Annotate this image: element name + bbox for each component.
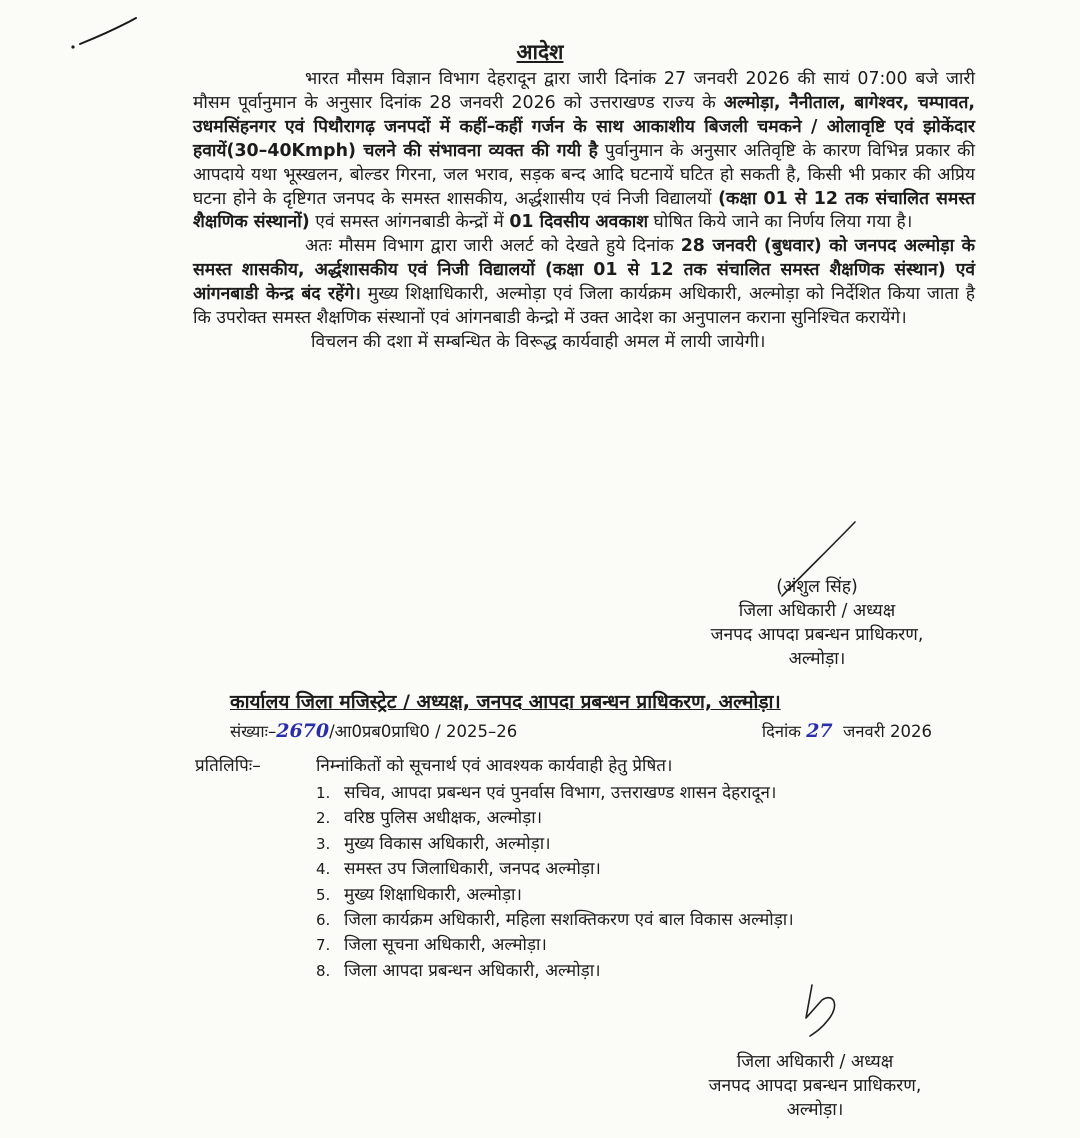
signatory-place: अल्मोड़ा। xyxy=(786,1100,844,1120)
list-item: 1. सचिव, आपदा प्रबन्धन एवं पुनर्वास विभाग, उत्तराखण्ड शासन देहरादून। xyxy=(316,783,777,803)
office-heading: कार्यालय जिला मजिस्ट्रेट / अध्यक्ष, जनपद आपदा प्रबन्धन प्राधिकरण, अल्मोड़ा। xyxy=(230,691,781,713)
forecast-text-4: घोषित किये जाने का निर्णय लिया गया है। xyxy=(648,212,913,233)
closure-text-2: मुख्य शिक्षाधिकारी, अल्मोड़ा एवं जिला कार्यक्रम अधिकारी, अल्मोड़ा को निर्देशित किया जाता है कि उपरोक्त समस्त शैक्षणिक संस्थानों एवं आंगनबाडी केन्द्रो में उक्त आदेश का अनुपालन कराना सुनिश्चित करायेंगे। xyxy=(193,284,976,329)
signatory-authority: जनपद आपदा प्रबन्धन प्राधिकरण, xyxy=(710,625,924,645)
date-rest: जनवरी 2026 xyxy=(843,722,932,741)
signature-initial-2 xyxy=(806,985,835,1036)
signatory-designation: जिला अधिकारी / अध्यक्ष xyxy=(736,1052,894,1072)
paragraph-closure-order xyxy=(193,235,975,331)
date-handwritten: 27 xyxy=(806,720,833,742)
order-title: आदेश xyxy=(516,40,564,64)
forecast-text-1: भारत मौसम विज्ञान विभाग देहरादून द्वारा जारी दिनांक 27 जनवरी 2026 की सायं 07:00 बजे जारी मौसम पूर्वानुमान के अनुसार दिनांक 28 जनवरी 2026 को उत्तराखण्ड राज्य के xyxy=(193,69,975,113)
forecast-districts-bold: अल्मोड़ा, नैनीताल, बागेश्वर, चम्पावत, उधमसिंहनगर एवं पिथौरागढ़ जनपदों में कहीं–कहीं गर्जन के साथ आकाशीय बिजली चमकने / ओलावृष्टि एवं झोकेंदार हवायें(30–40Kmph) चलने की संभावना व्यक्त की गयी है xyxy=(193,92,976,161)
ref-label: संख्याः– xyxy=(230,722,277,741)
copy-label: प्रतिलिपिः– xyxy=(195,756,261,776)
list-item: 7. जिला सूचना अधिकारी, अल्मोड़ा। xyxy=(316,935,547,956)
ref-date xyxy=(762,719,932,742)
signatory-designation: जिला अधिकारी / अध्यक्ष xyxy=(738,601,896,621)
ref-number-handwritten: 2670 xyxy=(276,720,330,742)
paragraph-forecast xyxy=(193,68,975,235)
list-item: 2. वरिष्ठ पुलिस अधीक्षक, अल्मोड़ा। xyxy=(316,808,543,829)
signatory-name: (अंशुल सिंह) xyxy=(776,577,858,597)
closure-bold: 28 जनवरी (बुधवार) को जनपद अल्मोड़ा के समस्त शासकीय, अर्द्धशासकीय एवं निजी विद्यालयों (कक्षा 01 से 12 तक संचालित समस्त शैक्षणिक संस्थान) एवं आंगनबाडी केन्द्र बंद रहेंगे। xyxy=(193,236,976,305)
date-label: दिनांक xyxy=(761,722,801,741)
forecast-text-2: पुर्वानुमान के अनुसार अतिवृष्टि के कारण विभिन्न प्रकार की आपदाये यथा भूस्खलन, बोल्डर गिरना, जल भराव, सड़क बन्द आदि घटनायें घटित हो सकती है, किसी भी प्रकार की अप्रिय घटना होने के दृष्टिगत जनपद के समस्त शासकीय, अर्द्धशासीय एवं निजी विद्यालयों xyxy=(193,140,975,209)
signatory-place: अल्मोड़ा। xyxy=(788,649,846,669)
copy-intro: निम्नांकितों को सूचनार्थ एवं आवश्यक कार्यवाही हेतु प्रेषित। xyxy=(316,756,673,776)
signature-block-2 xyxy=(680,1050,950,1122)
reference-row xyxy=(230,719,932,742)
list-item: 3. मुख्य विकास अधिकारी, अल्मोड़ा। xyxy=(316,833,551,854)
signature-block-1 xyxy=(682,575,952,671)
order-body xyxy=(193,68,975,355)
list-item: 6. जिला कार्यक्रम अधिकारी, महिला सशक्तिकरण एवं बाल विकास अल्मोड़ा। xyxy=(316,910,794,931)
paragraph-action-warning: विचलन की दशा में सम्बन्धित के विरूद्ध कार्यवाही अमल में लायी जायेगी। xyxy=(311,331,766,352)
list-item: 5. मुख्य शिक्षाधिकारी, अल्मोड़ा। xyxy=(316,884,522,905)
ref-suffix: /आ0प्रब0प्राधि0 / 2025–26 xyxy=(329,722,518,741)
copy-recipient-list xyxy=(316,781,794,984)
closure-text-1: अतः मौसम विभाग द्वारा जारी अलर्ट को देखते हुये दिनांक xyxy=(305,236,681,257)
forecast-text-3: एवं समस्त आंगनबाडी केन्द्रों में xyxy=(309,212,510,233)
list-item: 8. जिला आपदा प्रबन्धन अधिकारी, अल्मोड़ा। xyxy=(316,960,601,981)
holiday-bold: 01 दिवसीय अवकाश xyxy=(509,212,649,233)
schools-classes-bold: (कक्षा 01 से 12 तक संचालित समस्त शैक्षणिक संस्थानों) xyxy=(193,188,975,233)
list-item: 4. समस्त उप जिलाधिकारी, जनपद अल्मोड़ा। xyxy=(316,859,601,880)
signatory-authority: जनपद आपदा प्रबन्धन प्राधिकरण, xyxy=(708,1076,922,1096)
